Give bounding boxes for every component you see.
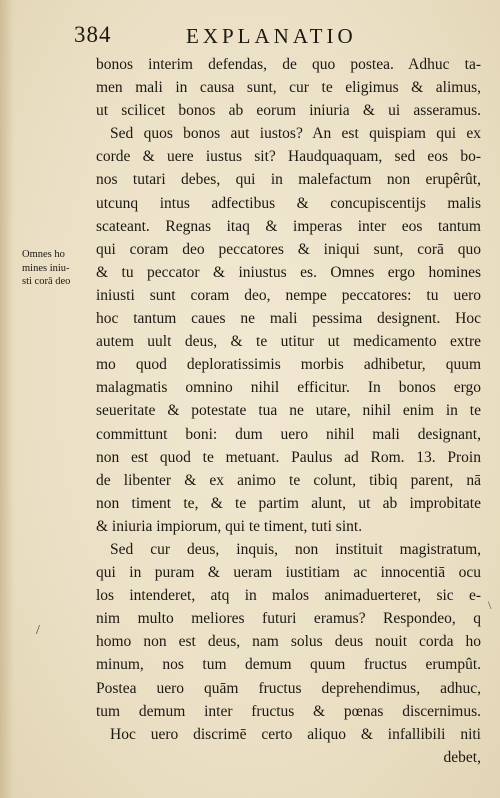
catchword: debet, xyxy=(443,748,481,766)
text-line: nos tutari debes, qui in malefactum non erupêrût, xyxy=(96,171,481,189)
text-line: ut scilicet bonos ab eorum iniuria & ui asseramus. xyxy=(96,102,481,120)
margin-note-line: Omnes ho xyxy=(22,249,65,260)
text-line: men mali in causa sunt, cur te eligimus & alimus, xyxy=(96,79,481,97)
page-spine-shadow xyxy=(0,0,14,798)
text-line: Hoc uero discrimē certo aliquo & infallibili niti xyxy=(110,725,481,743)
text-line: tum demum inter fructus & pœnas discernimus. xyxy=(96,702,481,720)
text-line: homo non est deus, nam solus deus nouit corda ho xyxy=(96,633,481,651)
text-line: & tu peccator & iniustus es. Omnes ergo homines xyxy=(96,263,481,281)
page-number: 384 xyxy=(74,22,112,47)
text-line: & iniuria impiorum, qui te timent, tuti sint. xyxy=(96,517,363,535)
text-line: Sed quos bonos aut iustos? An est quispiam qui ex xyxy=(110,125,481,143)
margin-note-line: mines iniu- xyxy=(22,262,70,274)
text-line: de libenter & ex animo te colunt, tibiq parent, nā xyxy=(96,471,481,489)
text-line: non timent te, & te partim alunt, ut ab improbitate xyxy=(96,494,481,512)
text-line: Postea uero quām fructus deprehendimus, adhuc, xyxy=(96,679,481,697)
text-line: autem uult deus, & te utitur ut medicamento extre xyxy=(96,333,481,351)
stray-mark-left: / xyxy=(36,623,40,638)
running-title: EXPLANATIO xyxy=(186,24,357,48)
text-line: mo quod deploratissimis morbis adhibetur, quum xyxy=(96,356,481,374)
text-line: minum, nos tum demum quum fructus erumpût. xyxy=(96,656,481,674)
text-line: Sed cur deus, inquis, non instituit magistratum, xyxy=(110,540,481,558)
text-line: iniusti sunt coram deo, nempe peccatores: tu uero xyxy=(96,286,481,304)
text-line: utcunq intus adfectibus & concupiscentijs malis xyxy=(96,194,481,212)
text-line: seueritate & potestate tua ne utare, nihil enim in te xyxy=(96,402,481,420)
text-line: qui in puram & ueram iustitiam ac innocentiā ocu xyxy=(96,564,481,582)
text-line: hoc tantum caues ne mali pessima designent. Hoc xyxy=(96,310,481,328)
text-line: scateant. Regnas itaq & imperas inter eos tantum xyxy=(96,217,481,235)
text-line: non est quod te metuant. Paulus ad Rom. 13. Proin xyxy=(96,448,481,466)
stray-mark-right: \ xyxy=(488,598,492,612)
body-text xyxy=(96,53,481,769)
text-line: bonos interim defendas, de quo postea. Adhuc ta- xyxy=(96,56,481,73)
text-line: nim multo meliores futuri eramus? Respondeo, q xyxy=(96,610,481,628)
text-line: los intenderet, atq in malos animaduerteret, sic e- xyxy=(96,587,481,605)
text-line: corde & uere iustus sit? Haudquaquam, sed eos bo- xyxy=(96,148,481,166)
text-line: qui coram deo peccatores & iniqui sunt, corā quo xyxy=(96,240,481,258)
margin-note-line: sti corā deo xyxy=(22,276,71,287)
margin-note xyxy=(22,248,98,289)
text-line: malagmatis omnino nihil efficitur. In bonos ergo xyxy=(96,379,481,397)
text-line: committunt boni: dum uero nihil mali designant, xyxy=(96,425,481,443)
